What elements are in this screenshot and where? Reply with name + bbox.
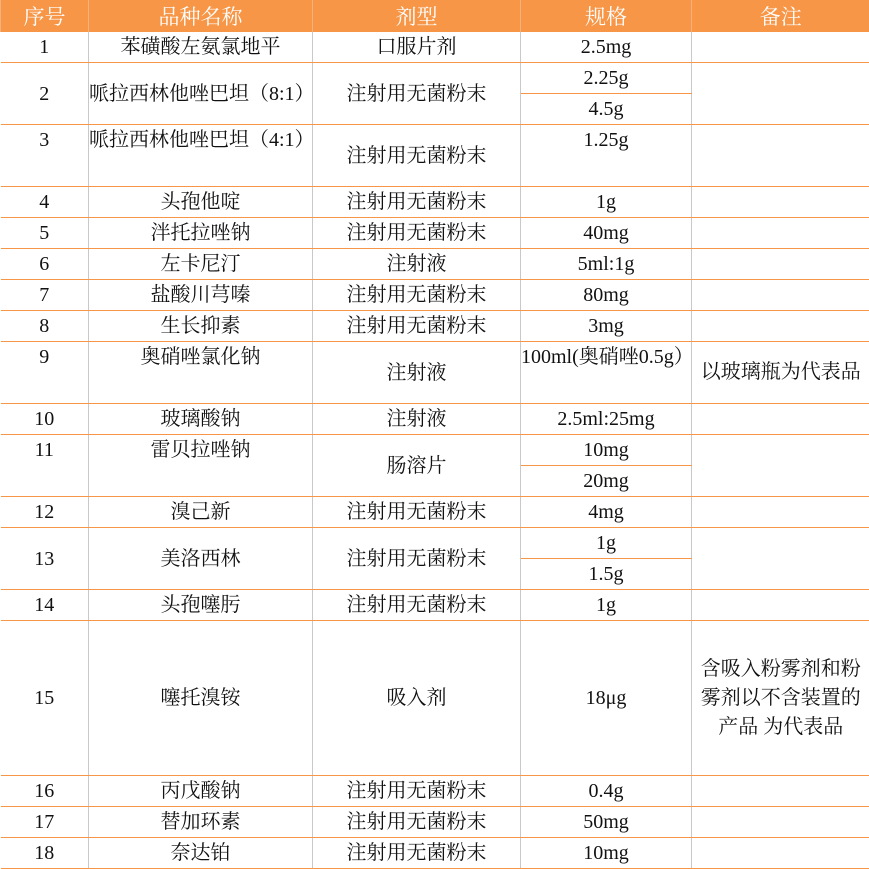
cell-seq: 10 (1, 404, 89, 435)
cell-name: 奈达铂 (89, 838, 313, 869)
cell-spec: 3mg (521, 311, 692, 342)
cell-spec: 1.25g (521, 125, 692, 187)
cell-note (692, 249, 869, 280)
cell-name: 生长抑素 (89, 311, 313, 342)
cell-seq: 17 (1, 807, 89, 838)
cell-name: 哌拉西林他唑巴坦（4:1） (89, 125, 313, 187)
cell-note (692, 838, 869, 869)
cell-form: 注射液 (313, 249, 521, 280)
cell-form: 注射液 (313, 342, 521, 404)
cell-note (692, 218, 869, 249)
table-row (1, 621, 869, 776)
cell-spec: 1.5g (521, 559, 692, 590)
header-seq: 序号 (1, 0, 89, 32)
cell-seq: 6 (1, 249, 89, 280)
cell-seq: 14 (1, 590, 89, 621)
cell-note (692, 807, 869, 838)
cell-spec: 1g (521, 590, 692, 621)
cell-spec: 1g (521, 528, 692, 559)
cell-seq: 18 (1, 838, 89, 869)
cell-form: 吸入剂 (313, 621, 521, 776)
cell-form: 注射用无菌粉末 (313, 311, 521, 342)
cell-note (692, 280, 869, 311)
cell-note (692, 590, 869, 621)
header-form: 剂型 (313, 0, 521, 32)
cell-seq: 12 (1, 497, 89, 528)
cell-note (692, 528, 869, 590)
cell-name: 替加环素 (89, 807, 313, 838)
cell-form: 注射用无菌粉末 (313, 590, 521, 621)
table-row (1, 311, 869, 342)
cell-name: 泮托拉唑钠 (89, 218, 313, 249)
cell-spec: 1g (521, 187, 692, 218)
cell-spec: 2.5ml:25mg (521, 404, 692, 435)
table-row (1, 342, 869, 404)
cell-seq: 7 (1, 280, 89, 311)
table-row (1, 776, 869, 807)
table-row (1, 435, 869, 466)
header-name: 品种名称 (89, 0, 313, 32)
header-row (1, 0, 869, 32)
table-row (1, 218, 869, 249)
cell-note (692, 497, 869, 528)
cell-form: 注射用无菌粉末 (313, 280, 521, 311)
cell-note (692, 404, 869, 435)
cell-spec: 10mg (521, 838, 692, 869)
cell-name: 雷贝拉唑钠 (89, 435, 313, 497)
table-row (1, 838, 869, 869)
cell-name: 玻璃酸钠 (89, 404, 313, 435)
cell-note (692, 63, 869, 125)
table-row (1, 249, 869, 280)
cell-note (692, 311, 869, 342)
cell-form: 注射用无菌粉末 (313, 63, 521, 125)
table-row (1, 497, 869, 528)
cell-form: 注射用无菌粉末 (313, 218, 521, 249)
cell-spec: 50mg (521, 807, 692, 838)
cell-form: 注射用无菌粉末 (313, 528, 521, 590)
cell-name: 美洛西林 (89, 528, 313, 590)
cell-spec: 4mg (521, 497, 692, 528)
cell-name: 丙戊酸钠 (89, 776, 313, 807)
cell-seq: 13 (1, 528, 89, 590)
cell-spec: 18μg (521, 621, 692, 776)
table-row (1, 807, 869, 838)
table-row (1, 63, 869, 94)
cell-form: 肠溶片 (313, 435, 521, 497)
cell-note: 含吸入粉雾剂和粉 雾剂以不含装置的产品 为代表品 (692, 621, 869, 776)
cell-form: 口服片剂 (313, 32, 521, 63)
cell-note (692, 125, 869, 187)
cell-spec: 40mg (521, 218, 692, 249)
cell-form: 注射用无菌粉末 (313, 776, 521, 807)
cell-spec: 4.5g (521, 94, 692, 125)
cell-note (692, 776, 869, 807)
cell-spec: 2.5mg (521, 32, 692, 63)
cell-name: 奥硝唑氯化钠 (89, 342, 313, 404)
table-row (1, 590, 869, 621)
table-row (1, 280, 869, 311)
header-spec: 规格 (521, 0, 692, 32)
cell-spec: 5ml:1g (521, 249, 692, 280)
cell-note: 以玻璃瓶为代表品 (692, 342, 869, 404)
header-note: 备注 (692, 0, 869, 32)
cell-seq: 8 (1, 311, 89, 342)
cell-form: 注射用无菌粉末 (313, 187, 521, 218)
cell-note (692, 187, 869, 218)
cell-seq: 2 (1, 63, 89, 125)
cell-form: 注射液 (313, 404, 521, 435)
cell-name: 头孢噻肟 (89, 590, 313, 621)
cell-name: 哌拉西林他唑巴坦（8:1） (89, 63, 313, 125)
cell-name: 苯磺酸左氨氯地平 (89, 32, 313, 63)
table-row (1, 187, 869, 218)
cell-spec: 10mg (521, 435, 692, 466)
table-row (1, 528, 869, 559)
cell-seq: 5 (1, 218, 89, 249)
cell-seq: 16 (1, 776, 89, 807)
cell-seq: 3 (1, 125, 89, 187)
cell-name: 左卡尼汀 (89, 249, 313, 280)
cell-spec: 80mg (521, 280, 692, 311)
cell-form: 注射用无菌粉末 (313, 497, 521, 528)
cell-seq: 11 (1, 435, 89, 497)
cell-note (692, 435, 869, 497)
cell-seq: 1 (1, 32, 89, 63)
cell-spec: 2.25g (521, 63, 692, 94)
cell-name: 噻托溴铵 (89, 621, 313, 776)
cell-seq: 9 (1, 342, 89, 404)
cell-form: 注射用无菌粉末 (313, 125, 521, 187)
cell-spec: 20mg (521, 466, 692, 497)
cell-spec: 0.4g (521, 776, 692, 807)
cell-form: 注射用无菌粉末 (313, 838, 521, 869)
cell-seq: 4 (1, 187, 89, 218)
cell-seq: 15 (1, 621, 89, 776)
cell-spec: 100ml(奥硝唑0.5g） (521, 342, 692, 404)
cell-name: 头孢他啶 (89, 187, 313, 218)
cell-note (692, 32, 869, 63)
table-row (1, 404, 869, 435)
table-row (1, 125, 869, 187)
cell-form: 注射用无菌粉末 (313, 807, 521, 838)
table-row (1, 32, 869, 63)
cell-name: 盐酸川芎嗪 (89, 280, 313, 311)
cell-name: 溴己新 (89, 497, 313, 528)
